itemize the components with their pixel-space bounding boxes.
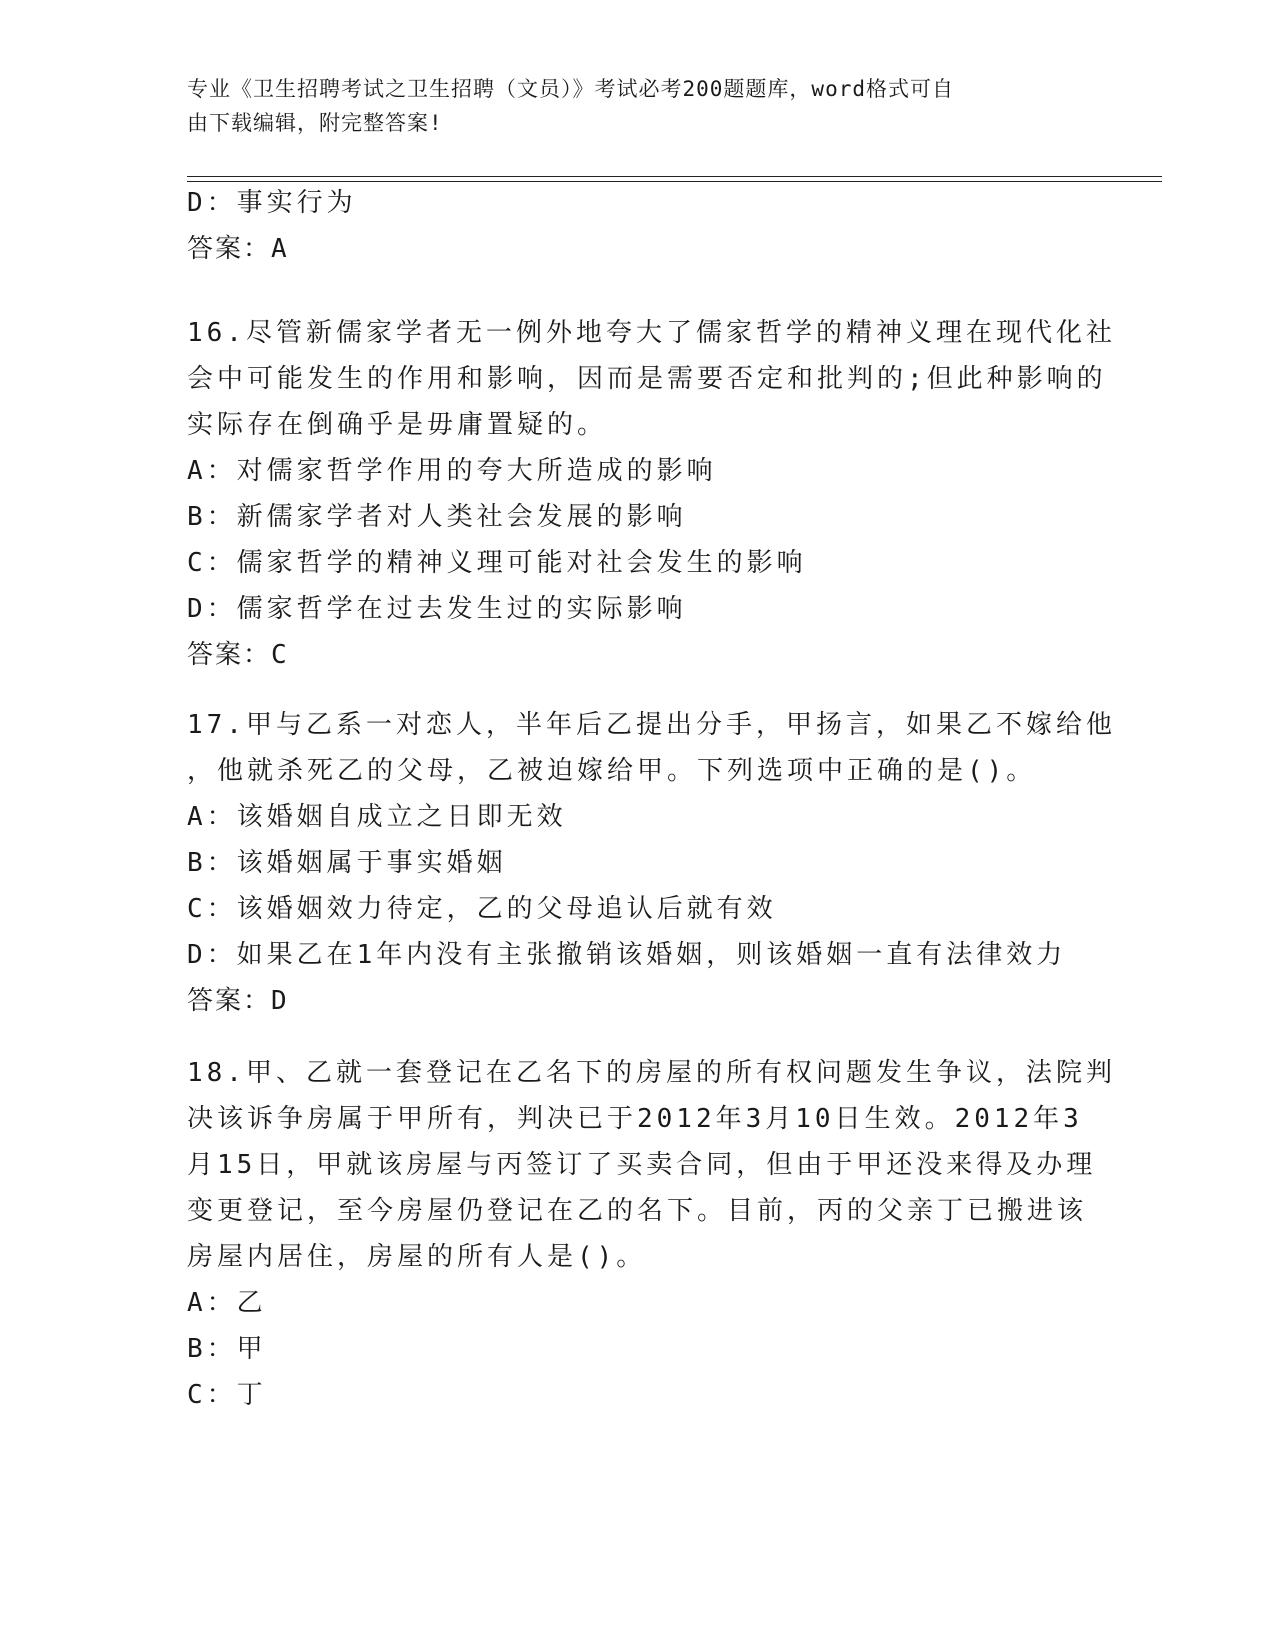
option-d: D：儒家哲学在过去发生过的实际影响 [187, 594, 687, 624]
question-text-line: 会中可能发生的作用和影响，因而是需要否定和批判的;但此种影响的 [187, 364, 1107, 394]
question-text-line: 月15日，甲就该房屋与丙签订了买卖合同，但由于甲还没来得及办理 [187, 1150, 1097, 1180]
answer-line [187, 226, 1087, 272]
question-text-line: 实际存在倒确乎是毋庸置疑的。 [187, 410, 608, 440]
question-text-line: 决该诉争房属于甲所有，判决已于2012年3月10日生效。2012年3 [187, 1104, 1083, 1134]
header-line-2: 由下载编辑，附完整答案! [187, 111, 443, 135]
answer-value: C [271, 640, 289, 670]
option-a: A：该婚姻自成立之日即无效 [187, 802, 567, 832]
option-c: C：该婚姻效力待定，乙的父母追认后就有效 [187, 894, 777, 924]
answer-label: 答案： [187, 986, 272, 1016]
question-text-line: 变更登记，至今房屋仍登记在乙的名下。目前，丙的父亲丁已搬进该 [187, 1196, 1088, 1226]
question-17 [187, 702, 1116, 1024]
question-16 [187, 310, 1116, 678]
answer-label: 答案： [187, 234, 272, 264]
document-header [187, 72, 1067, 140]
answer-label: 答案： [187, 640, 272, 670]
option-c: C：儒家哲学的精神义理可能对社会发生的影响 [187, 548, 807, 578]
option-a: A：对儒家哲学作用的夸大所造成的影响 [187, 456, 717, 486]
option-d: D：如果乙在1年内没有主张撤销该婚姻，则该婚姻一直有法律效力 [187, 940, 1067, 970]
option-c: C：丁 [187, 1380, 267, 1410]
question-text-line: 17.甲与乙系一对恋人，半年后乙提出分手，甲扬言，如果乙不嫁给他 [187, 710, 1116, 740]
option-a: A：乙 [187, 1288, 267, 1318]
answer-value: A [271, 234, 289, 264]
answer-line [187, 632, 1087, 678]
answer-line [187, 978, 1087, 1024]
answer-value: D [271, 986, 289, 1016]
header-divider-top [187, 176, 1162, 177]
option-b: B：新儒家学者对人类社会发展的影响 [187, 502, 687, 532]
question-text-line: 18.甲、乙就一套登记在乙名下的房屋的所有权问题发生争议，法院判 [187, 1058, 1116, 1088]
question-text-line: 房屋内居住，房屋的所有人是()。 [187, 1242, 647, 1272]
previous-question-tail [187, 180, 1087, 272]
question-18 [187, 1050, 1116, 1418]
question-text-line: 16.尽管新儒家学者无一例外地夸大了儒家哲学的精神义理在现代化社 [187, 318, 1116, 348]
option-b: B：甲 [187, 1334, 267, 1364]
question-text-line: ，他就杀死乙的父母，乙被迫嫁给甲。下列选项中正确的是()。 [187, 756, 1037, 786]
option-b: B：该婚姻属于事实婚姻 [187, 848, 507, 878]
header-line-1: 专业《卫生招聘考试之卫生招聘（文员）》考试必考200题题库，word格式可自 [187, 77, 954, 101]
option-d: D：事实行为 [187, 188, 357, 218]
